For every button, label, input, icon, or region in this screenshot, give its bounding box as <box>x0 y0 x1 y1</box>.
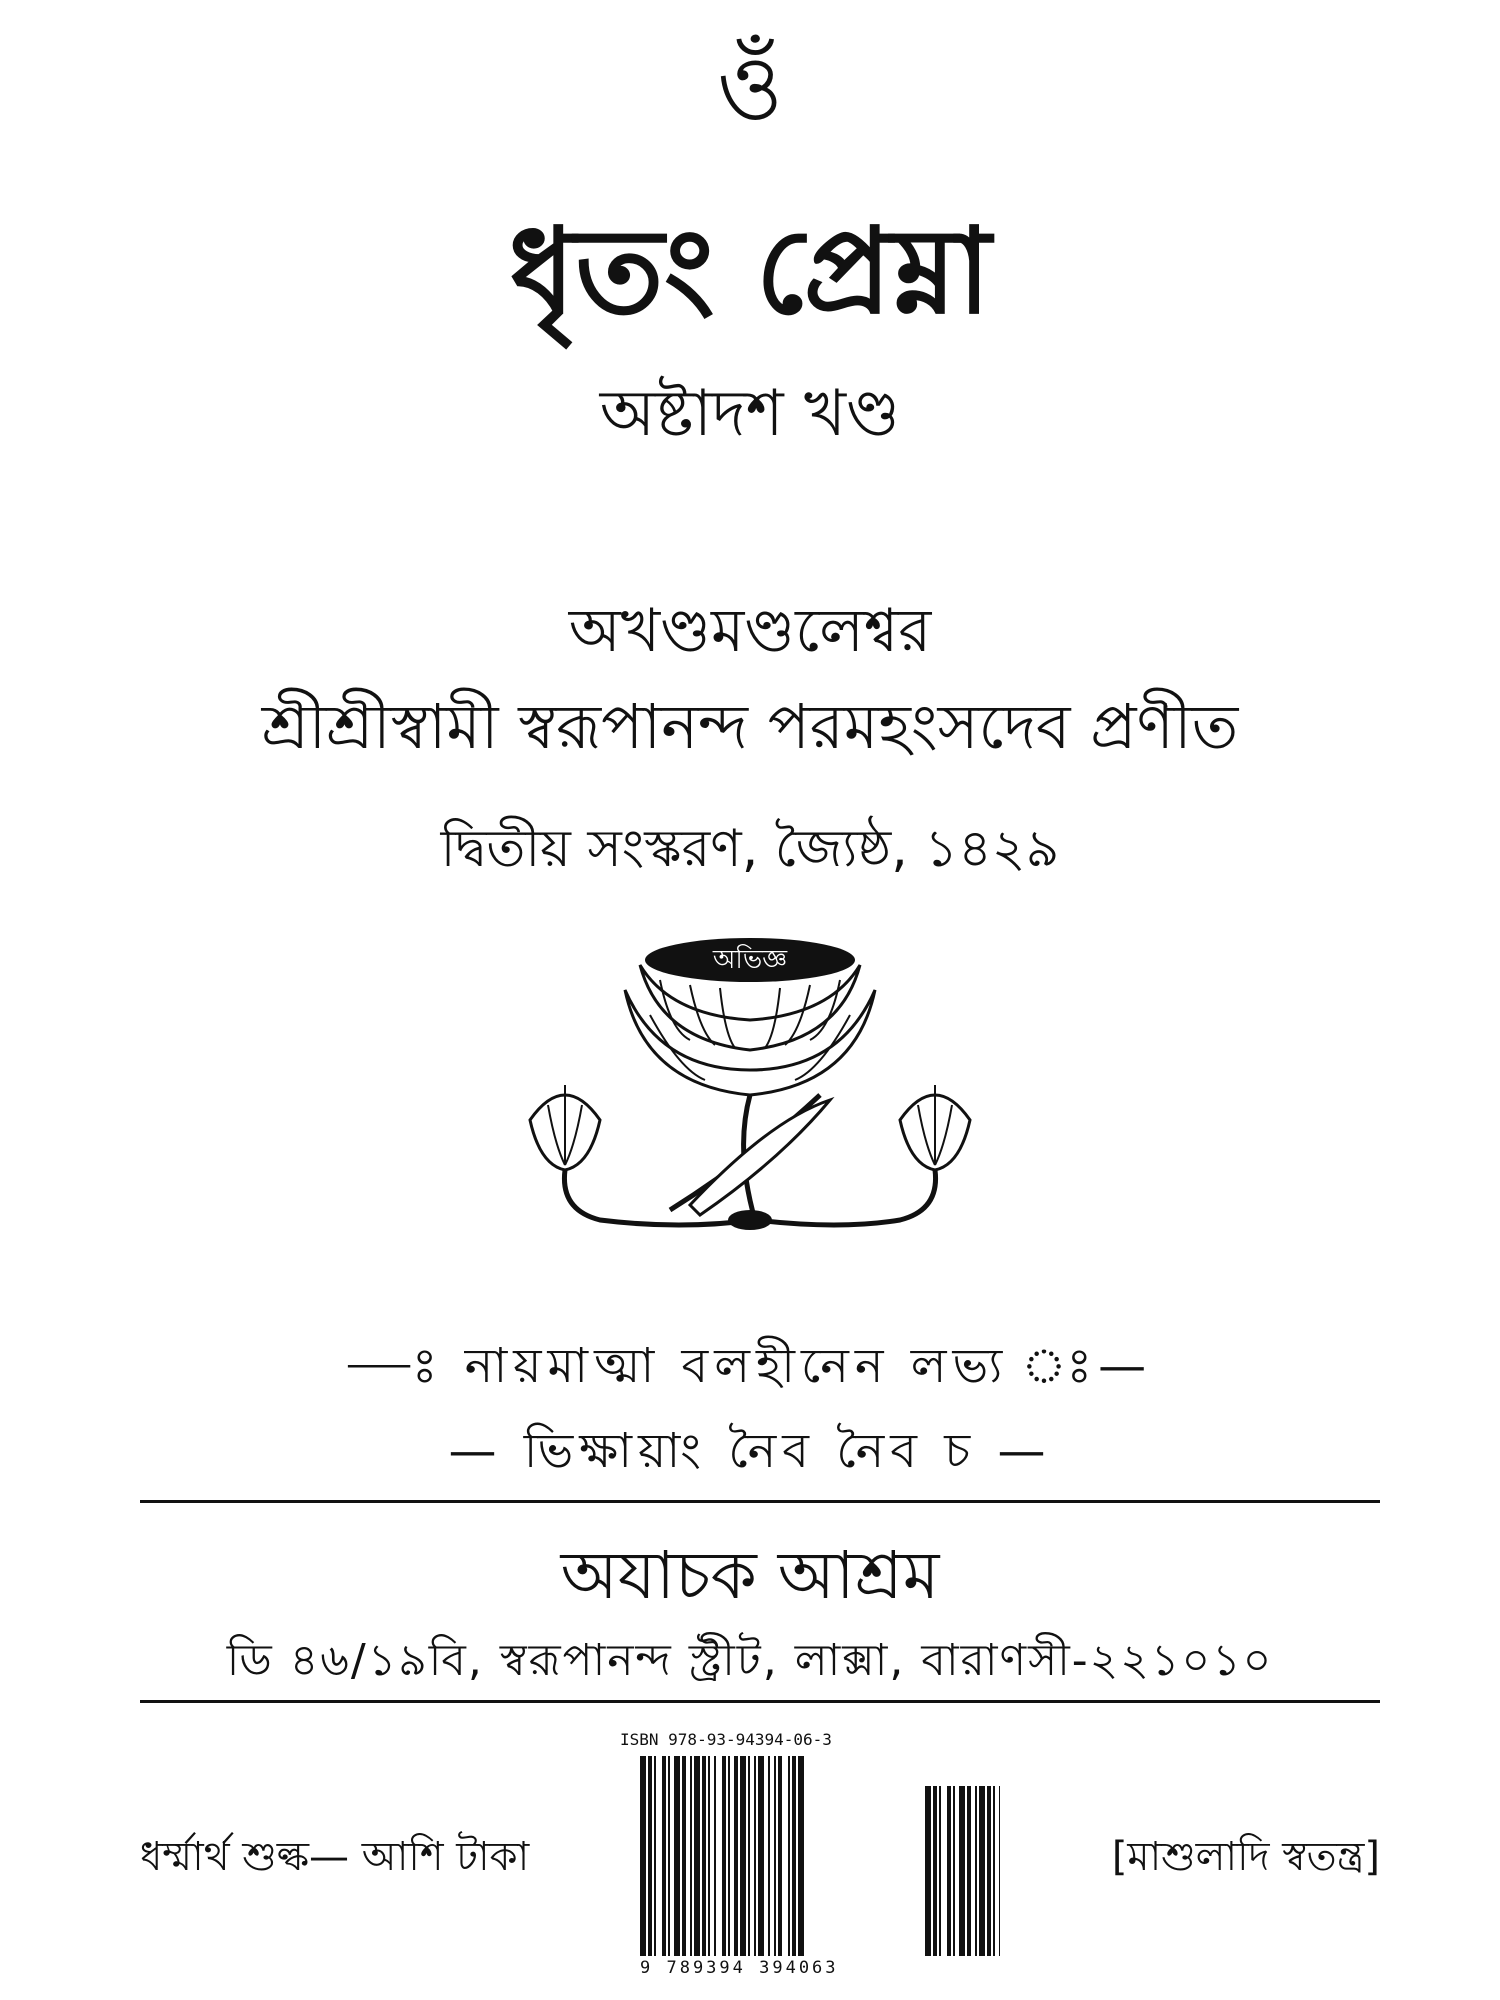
barcode-icon <box>640 1756 1000 1956</box>
publisher-address: ডি ৪৬/১৯বি, স্বরূপানন্দ স্ট্রীট, লাক্সা, বারাণসী-২২১০১০ <box>226 1635 1274 1686</box>
lotus-emblem-icon <box>520 920 980 1250</box>
edition-line: দ্বিতীয় সংস্করণ, জ্যৈষ্ঠ, ১৪২৯ <box>440 819 1060 879</box>
divider-top <box>140 1500 1380 1503</box>
divider-bottom <box>140 1700 1380 1703</box>
price-label: ধর্ম্মার্থ শুল্ক— আশি টাকা <box>140 1834 530 1880</box>
isbn-text: ISBN 978-93-94394-06-3 <box>620 1730 832 1749</box>
author-honorific: অখণ্ডমণ্ডলেশ্বর <box>568 596 932 666</box>
motto-line-1: —ঃ নায়মাত্মা বলহীনেন লভ্য ঃ— <box>347 1338 1153 1394</box>
author-name: শ্রীশ্রীস্বামী স্বরূপানন্দ পরমহংসদেব প্রণীত <box>261 690 1239 763</box>
barcode-block <box>620 1730 1020 1980</box>
motto-line-2: — ভিক্ষায়াং নৈব নৈব চ — <box>448 1423 1052 1479</box>
emblem-label: অভিজ্ঞ <box>712 945 788 975</box>
om-symbol: ওঁ <box>716 36 784 141</box>
publisher-name: অযাচক আশ্রম <box>560 1537 940 1614</box>
postage-note: [মাশুলাদি স্বতন্ত্র] <box>1111 1834 1380 1880</box>
barcode-digits: 9 789394 394063 <box>640 1958 839 1978</box>
volume-label: অষ্টাদশ খণ্ড <box>599 377 901 451</box>
book-title: ধৃতং প্রেম্না <box>509 202 991 340</box>
